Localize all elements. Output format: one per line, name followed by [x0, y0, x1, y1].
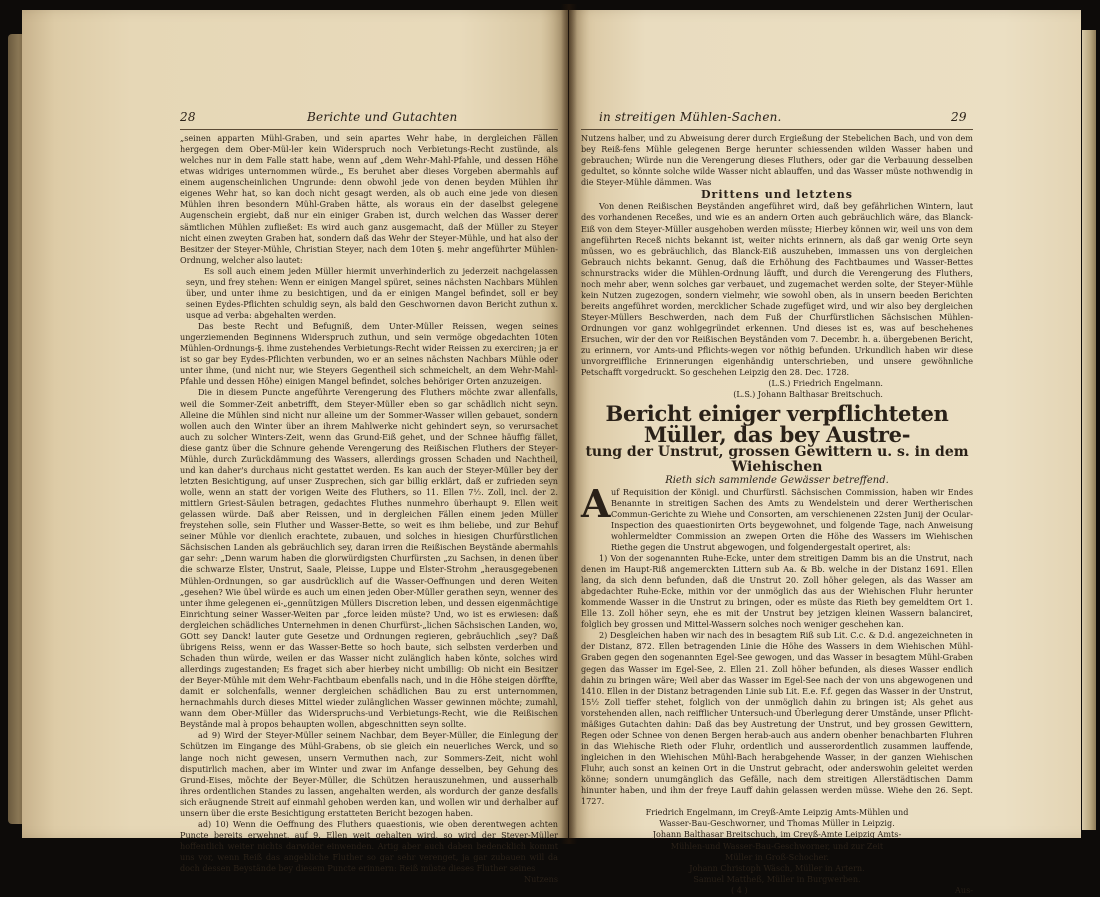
report-title-line-3: Rieth sich sammlende Gewässer betreffend. [665, 474, 889, 486]
drop-cap: A [581, 480, 611, 526]
numbered-item: 2) Desgleichen haben wir nach des in besagtem Riß sub Lit. C.c. & D.d. angezeichneten in der Distanz, 872. Ellen betragenden Linie die Höhe des Wassers in dem Wiehischen Mühl-Graben gegen den sogenannten Egel-See gewogen, und das Wasser in besagtem Mühl-Graben gegen das Wasser im Egel-See, 2. Ellen 21. Zoll höher befunden, als dieses Wasser endlich dahin zu bringen wäre; Weil aber das Wasser im Egel-See nach der von uns abgewogenen und 1410. Ellen in der Distanz betragenden Linie sub Lit. E.e. F.f. gegen das Wasser in der Unstrut, 15½ Zoll tieffer stehet, folglich von der unmöglich dahin zu bringen ist; Als gehet aus vorstehenden allen, nach reifflicher Untersuch-und Überlegung derer Umstände, unser Pflicht-mäßiges Gutachten dahin: Daß das bey Austretung der Unstrut, und bey grossen Gewittern, Regen oder Schnee von denen Bergen herab-auch aus andern obenher benachbarten Fluhren in das Wiehische Rieth oder Fluhr, ordentlich und ausserordentlich zusammen lauffende, ingleichen in den Wiehischen Mühl-Bach herabgehende Wasser, in der ganzen Wiehischen Fluhr, auch sonst an keinen Ort in die Unstrut gebracht, oder anderswohin geleitet werden könne; sondern unumgänglich das Gefälle, nach dem streitigen Allerstädtischen Damm hinunter haben, und ihm der freye Lauff dahin gelassen werden müsse. Wiehe den 26. Sept. 1727. [581, 630, 973, 807]
signature: Samuel Mattheß, Müller in Burgwerben. [693, 873, 861, 884]
left-page-body [180, 133, 558, 885]
signature: Mühlen-und Wasser-Bau-Geschworner, und zur Zeit [670, 840, 884, 851]
report-title-line-2: tung der Unstrut, grossen Gewittern u. s. in dem Wiehischen [585, 443, 969, 475]
right-page [569, 10, 1081, 895]
book-gutter [561, 4, 577, 844]
signature: (L.S.) Friedrich Engelmann. [768, 378, 883, 389]
page-footer [581, 885, 973, 897]
signature: (L.S.) Johann Balthasar Breitschuch. [733, 389, 883, 400]
paragraph: ad) 10) Wenn die Oeffnung des Fluthers quaestionis, wie oben derentwegen achten Puncte bereits erwehnet, auf 9. Ellen weit gehalten wird, so wird der Steyer-Müller hoffentlich weiter nichts darwider einwenden. Artig aber auch daben bedencklich kommt uns vor, wenn Reiß das angebliche Fluther so gar sehr verenget, ja gar zubauen will da doch dessen Beyständе bey diesem Puncte erinnern: Reiß müste dieses Fluther seines [180, 818, 558, 874]
catchword: Aus- [955, 884, 973, 895]
paragraph: ad 9) Wird der Steyer-Müller seinem Nachbar, dem Beyer-Müller, die Einlegung der Schützen im Eingange des Mühl-Grabens, ob sie gleich ein neuerliches Werck, und so lange noch nicht gewesen, unsern Vermuthen nach, zur Sommers-Zeit, nicht wohl disputirlich machen, aber im Winter und zwar im Anfange desselben, bey Gehung des Grund-Eises, möchte der Beyer-Müller, die Schützen herauszunehmen, und ausserhalb ihres ordentlichen Standes zu lassen, angehalten werden, als wordurch der ganze desfalls sich eräugnende Streit auf einmahl gehoben werden kan, und wollen wir und derhalber auf unsern über die erste Besichtigung erstatteten Bericht bezogen haben. [180, 730, 558, 818]
section-heading: Drittens und letztens [701, 188, 853, 202]
paragraph: Die in diesem Puncte angeführte Verengerung des Fluthers möchte zwar allenfalls, weil die Sommer-Zeit anbetrifft, dem Steyer-Müller eben so gar schädlich nicht seyn. Alleine die Mühlen sind nicht nur alleine um der Sommer-Wasser willen gebauet, sondern wollen auch den Winter über an ihrem Mahlwerke nicht gehindert seyn, so verursachet auch zu solcher Winters-Zeit, wenn das Grund-Eiß gehet, und der Schnee häuffig fället, diese gantz über die Schnure gehende Verengerung des Reißischen Fluthers der Steyer-Mühle, durch Zurückdämmung des Wassers, allerdings grossen Schaden und Nachtheil, und kan daher's durchaus nicht gestattet werden. Es kan auch der Steyer-Müller bey der letzten Besichtigung, auf unser Zusprechen, sich gar billig erklärt, daß er zufrieden seyn wolle, wenn an statt der vorigen Weite des Fluthers, so 11. Ellen 7½. Zoll, incl. der 2. mittlern Griest-Säulen betragen, gedachtes Fluthes nunmehro überhaupt 9. Ellen weit gelassen würde. Daß aber Reissen, und in dergleichen Fällen einem jeden Müller freystehen solle, sein Fluther und Wasser-Bette, so weit es ihm beliebe, und zur Behuf seiner Mühle vor dienlich erachtete, zubauen, und solches in hiesigen Churfürstlichen Sächsischen Landen als gebräuchlich sey, daran irren die Reißischen Beyständе abermahls gar sehr: „Denn warum haben die glorwürdigsten Churfürsten „zu Sachsen, in denen über die schwarze Elster, Unstrut, Saale, Pleisse, Luppe und Elster-Strohm „herausgegebenen Mühlen-Ordnungen, so gar ausdrücklich auf die Wasser-Oeffnungen und deren Weiten „gesehen? Wie übel würde es auch um einen jeden Ober-Müller gerathen seyn, wenner des unter ihme gelegenen ei-„gennützigen Müllers Discretion leben, und dessen eigenmächtige Einrichtung seiner Wasser-Weiten par „force leiden müste? Und, wo ist es erwiesen: daß dergleichen schädliches Unternehmen in denen Churfürst-„lichen Sächsischen Landen, wo, GOtt sey Danck! lauter gute Gesetze und Ordnungen regieren, gebräuchlich „sey? Daß übrigens Reiss, wenn er das Wasser-Bette so hoch baute, sich selbsten verderben und Schaden thun würde, weilen er das Wasser nicht zulänglich haben könte, solches wird allerdings zugestanden; Es fraget sich aber hierbey nicht umbillig: Ob nicht ein Besitzer der Beyer-Mühle mit dem Wehr-Fachtbaum ebenfalls nach, und in die Höhe steigen dörffte, damit er solchenfalls, wenner dergleichen schädlichen Bau zu erst unternommen, hernachmahls durch dieses Mittel wieder zulänglichen Wasser gewinnen möchte; zumahl, wann dem Ober-Müller das Widerspruchs-und Verbietungs-Recht, wie die Reißischen Beyständе mal à propos behaupten wollen, abgeschnitten seyn sollte. [180, 387, 558, 730]
running-head: Berichte und Gutachten [307, 110, 458, 124]
signature: Johann Balthasar Breitschuch, im Creyß-Amte Leipzig Amts- [652, 829, 902, 840]
report-title: Bericht einiger verpflichteten Müller, das bey Austre- [605, 400, 949, 447]
quoted-ordinance: Es soll auch einem jeden Müller hiermit unverhinderlich zu jederzeit nachgelassen seyn, und frey stehen: Wenn er einigen Mangel spüret, seines nächsten Nachbars Mühlen über, und unter ihme zu besichtigen, und da er einigen Mangel befindet, soll er bey seinen Eydes-Pflichten schuldig seyn, als bald den Geschwornen davon Bericht zuthun x. usque ad verba: abgehalten werden. [186, 265, 558, 320]
signature: Johann Christoph Wäsch, Müller in Artern. [689, 862, 865, 873]
left-page [22, 10, 568, 885]
header-rule [180, 129, 558, 130]
signature-mark: ( 4 ) [731, 884, 748, 895]
open-book [8, 4, 1096, 895]
signature: Friedrich Engelmann, im Creyß-Amte Leipzig Amts-Mühlen und [645, 807, 909, 818]
page-number: 28 [180, 110, 196, 124]
running-head: in streitigen Mühlen-Sachen. [599, 110, 782, 124]
signature: Wasser-Bau-Geschworner, und Thomas Müller in Leipzig. [659, 818, 895, 829]
header-rule [581, 129, 973, 130]
numbered-item: 1) Von der sogenannten Ruhe-Ecke, unter dem streitigen Damm bis an die Unstrut, nach denen im Haupt-Riß angemerckten Littern sub Aa. & Bb. welche in der Distanz 1691. Ellen lang, da sich denn befunden, daß die Unstrut 20. Zoll höher gelegen, als das Wasser am abgedachter Ruhe-Ecke, mithin vor der unmöglich das aus der Wiehischen Fluhr herunter kommende Wasser in die Unstrut zu bringen, oder es müste das Rieth bey gemeldtem Ort 1. Elle 13. Zoll höher seyn, ehe es mit der Unstrut bey jetzigen kleinen Wassern balanciret, folglich bey grossen und Mittel-Wassern solches noch weniger geschehen kan. [581, 552, 973, 630]
paragraph: Das beste Recht und Befugniß, dem Unter-Müller Reissen, wegen seines ungerziemenden Beginnens Widerspruch zuthun, und sein vermöge obgedachten 10ten Mühlen-Ordnungs-§. ihme zustehendes Verbietungs-Recht wider Reissen zu exerciren; ja er ist so gar bey Eydes-Pflichten verbunden, wo er an seines nächsten Nachbars Mühle oder unter ihme, (und nicht nur, wie Steyers Gegentheil sich schmeichelt, an dem Wehr-Mahl-Pfahle und dessen Höhe) einigen Mangel befindet, solches behöriger Orten anzuzeigen. [180, 321, 558, 387]
catchword: Nutzens [524, 874, 558, 885]
right-page-body [581, 133, 973, 897]
book-page-edge-right [1082, 30, 1096, 830]
signature: Müller in Groß-Schocher. [725, 851, 829, 862]
first-paragraph-text: uf Requisition der Königl. und Churfürstl. Sächsischen Commission, haben wir Endes Benannte in streitigen Sachen des Amts zu Wendelstein und derer Wertherischen Commun-Gerichte zu Wiehe und Consorten, am verschienenen 22sten Junij der Ocular-Inspection des quaestionirten Orts beygewohnet, und folgende Tage, nach Anweisung wohlermeldter Commission an zwepen Orten die Höhe des Wassers im Wiehischen Riethe gegen die Unstrut abgewogen, und folgendergestalt operiret, als: [611, 486, 973, 552]
page-number: 29 [951, 110, 967, 124]
paragraph: „seinen apparten Mühl-Graben, und sein apartes Wehr habe, in dergleichen Fällen hergegen dem Ober-Mül-ler kein Widerspruch noch Verbietungs-Recht zustünde, als welches nur in dem Falle statt habe, wenn auf „dem Wehr-Mahl-Pfahle, und dessen Höhe etwas widriges unternommen würde.„ Es beruhet aber dieses Vorgeben abermahls auf einem augenscheinlichen Ungrunde: denn obwohl jede von denen beyden Mühlen ihr eigenes Wehr hat, so kan doch nicht gesagt werden, als ob auch eine jede von diesen Mühlen ihren besondern Mühl-Graben hätte, als woraus ein der daselbst gelegene Augenschein ergiebt, daß nur ein einiger Graben ist, durch welchen das Wasser derer sämtlichen Mühlen zufließet: Es wird auch ganz ausgemacht, daß der Müller zu Steyer nicht einen zweyten Graben hat, sondern daß das Wehr der Steyer-Mühle, und hat also der Besitzer der Steyer-Mühle, Christian Steyer, nach dem 10ten §. mehr angeführter Mühlen-Ordnung, welcher also lautet: [180, 133, 558, 265]
paragraph: Von denen Reißischen Beyständen angeführet wird, daß bey gefährlichen Wintern, laut des vorhandenen Receßes, und wie es an andern Orten auch gebräuchlich wäre, das Blanck-Eiß von dem Steyer-Müller ausgehoben werden müsste; Hierbey können wir, weil uns von dem angeführten Receß nichts bekannt ist, weiter nichts erinnern, als daß gar wenig Orte seyn müssen, wo es gebräuchlich, das Blanck-Eiß auszuheben, immassen uns von dergleichen Gebrauch nichts bekannt. Genug, daß die Erhöhung des Fachtbaumes und Wasser-Bettes schnurstracks wider die Mühlen-Ordnung läufft, und durch die Verengerung des Fluthers, noch mehr aber, wenn solches gar verbauet, und zugemachet werden solte, der Steyer-Mühle kein Nutzen zugezogen, sondern vielmehr, wie sowohl oben, als in unsern beeden Berichten bereits angeführet worden, mercklicher Schade zugefüget wird, und wir also bey dergleichen Steyer-Müllers Beschwerden, nach dem Fuß der Churfürstlichen Sächsischen Mühlen-Ordnungen vor ganz wohlgegründet erkennen. Und dieses ist es, was auf beschehenes Ersuchen, wir der den vor Reißischen Beyständen vom 7. Decembr. h. a. übergebenen Bericht, zu erinnern, vor Amts-und Pflichts-wegen vor nöthig befunden. Urkundlich haben wir diese unvorgreiffliche Erinnerungen eigenhändig unterschrieben, und unsere gewöhnliche Petschafft vorgedruckt. So geschehen Leipzig den 28. Dec. 1728. [581, 201, 973, 378]
paragraph: Nutzens halber, und zu Abweisung derer durch Ergießung der Stebelichen Bach, und von dem bey Reiß-fens Mühle gelegenen Berge herunter schiessenden wilden Wasser haben und gebrauchen; Würde nun die Verengerung dieses Fluthers, oder gar die Verbauung desselben gedultet, so könnte solche wilde Wasser nicht ablauffen, und das Wasser müste nothwendig in die Steyer-Mühle dämmen. Was [581, 133, 973, 188]
